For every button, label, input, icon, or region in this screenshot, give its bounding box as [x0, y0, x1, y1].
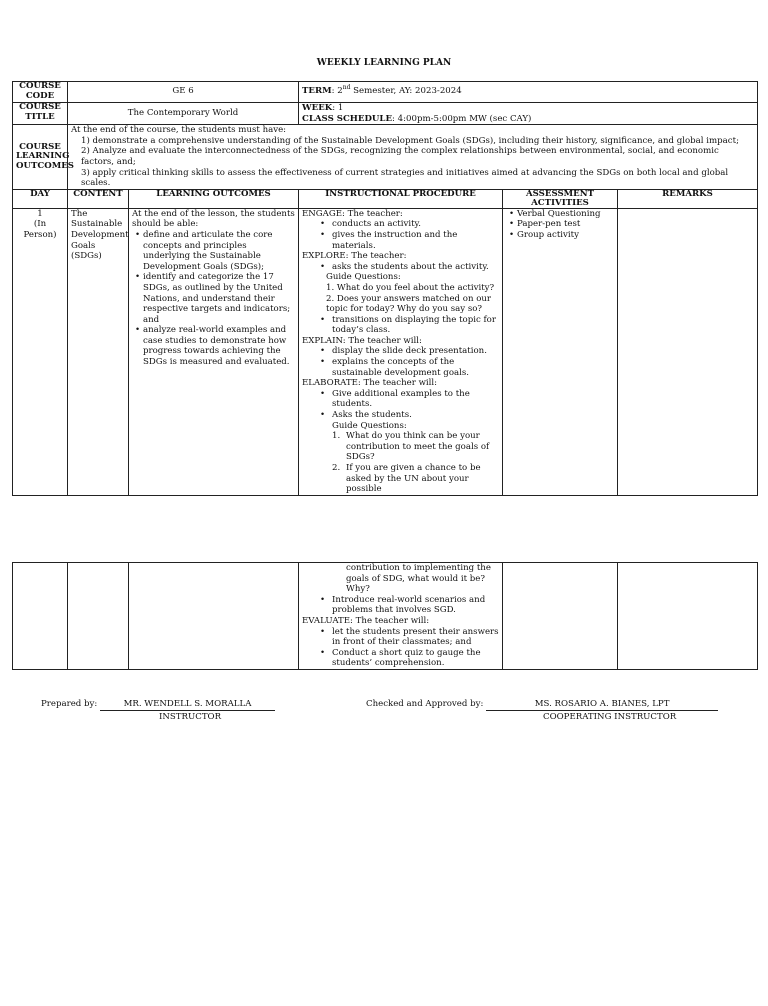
evaluate-item: • let the students present their answers in front of their classmates; and — [332, 627, 499, 648]
procedure-cell-cont — [299, 563, 503, 670]
learning-outcomes-cell — [129, 208, 299, 495]
page-title: WEEKLY LEARNING PLAN — [316, 58, 452, 68]
col-header-content: CONTENT — [68, 189, 129, 208]
term-label: TERM — [302, 86, 332, 96]
elaborate-item: • Give additional examples to the students. — [332, 389, 499, 410]
day-number: 1 — [37, 208, 43, 219]
explain-item: • display the slide deck presentation. — [332, 346, 499, 357]
col-header-instructional-procedure: INSTRUCTIONAL PROCEDURE — [299, 189, 503, 208]
prepared-by-label: Prepared by: — [41, 699, 98, 709]
elaborate-guide-questions: Guide Questions: — [332, 420, 407, 431]
assessment-item: • Paper-pen test — [517, 219, 614, 230]
explore-item: • transitions on displaying the topic for today’s class. — [332, 315, 499, 336]
prepared-by-name: MR. WENDELL S. MORALLA — [100, 699, 275, 711]
course-title-value: The Contemporary World — [68, 103, 299, 125]
assessment-item: • Group activity — [517, 230, 614, 241]
plan-table-page1 — [12, 81, 758, 496]
clo-label: COURSE LEARNING OUTCOMES — [13, 125, 68, 190]
week-value: : 1 — [332, 103, 344, 113]
schedule-value: : 4:00pm-5:00pm MW (sec CAY) — [392, 113, 532, 124]
learning-outcomes-cell-cont — [129, 563, 299, 670]
course-code-row — [13, 82, 758, 103]
procedure-cell — [299, 208, 503, 495]
schedule-label: CLASS SCHEDULE — [302, 113, 393, 124]
assessment-cell-cont — [503, 563, 618, 670]
explain-heading: EXPLAIN: The teacher will: — [302, 335, 422, 346]
course-title-row — [13, 103, 758, 125]
engage-item: • gives the instruction and the materials. — [332, 230, 499, 251]
elaborate-question-continued: contribution to implementing the goals of SDG, what would it be? Why? — [346, 563, 491, 595]
engage-heading: ENGAGE: The teacher: — [302, 208, 403, 219]
lo-item: • analyze real-world examples and case studies to demonstrate how progress towards achieving the SDGs is measured and evaluated. — [143, 325, 295, 367]
day-row — [13, 208, 758, 495]
continuation-row — [13, 563, 758, 670]
clo-item: 2) Analyze and evaluate the interconnectedness of the SDGs, recognizing the complex relationships between environmental, social, and economic factors, and; — [81, 146, 719, 167]
clo-intro: At the end of the course, the students must have: — [71, 125, 287, 136]
lo-intro: At the end of the lesson, the students should be able: — [132, 208, 295, 230]
col-header-assessment: ASSESSMENT ACTIVITIES — [503, 189, 618, 208]
remarks-cell — [618, 208, 758, 495]
column-header-row — [13, 189, 758, 208]
explore-question: 1. What do you feel about the activity? — [326, 282, 495, 293]
lo-item: • define and articulate the core concepts and principles underlying the Sustainable Development Goals (SDGs); — [143, 230, 295, 272]
elaborate-heading: ELABORATE: The teacher will: — [302, 378, 438, 389]
engage-item: • conducts an activity. — [332, 219, 499, 230]
clo-item: 3) apply critical thinking skills to assess the effectiveness of current strategies and initiatives aimed at advancing the SDGs on both local and global scales. — [81, 167, 729, 189]
explore-heading: EXPLORE: The teacher: — [302, 251, 407, 262]
term-sup: nd — [342, 84, 351, 92]
assessment-item: • Verbal Questioning — [517, 209, 614, 220]
col-header-remarks: REMARKS — [618, 189, 758, 208]
course-title-label: COURSE TITLE — [13, 103, 68, 125]
checked-by-name: MS. ROSARIO A. BIANES, LPT — [486, 699, 718, 711]
day-cell-cont — [13, 563, 68, 670]
day-mode: (In Person) — [23, 219, 57, 240]
term-value-post: Semester, AY: 2023-2024 — [350, 86, 462, 96]
prepared-by-role: INSTRUCTOR — [159, 712, 222, 722]
elaborate-question: 2. If you are given a chance to be asked by the UN about your possible — [332, 463, 481, 495]
col-header-learning-outcomes: LEARNING OUTCOMES — [129, 189, 299, 208]
lo-item: • identify and categorize the 17 SDGs, as outlined by the United Nations, and understand their respective targets and indicators; and — [143, 272, 295, 325]
plan-table-page2 — [12, 562, 758, 670]
checked-by-role: COOPERATING INSTRUCTOR — [543, 712, 677, 722]
evaluate-heading: EVALUATE: The teacher will: — [302, 615, 430, 626]
course-code-label: COURSE CODE — [13, 82, 68, 103]
clo-row — [13, 125, 758, 190]
course-code-value: GE 6 — [68, 82, 299, 103]
elaborate-item: • Introduce real-world scenarios and problems that involves SGD. — [332, 595, 499, 616]
week-label: WEEK — [302, 103, 333, 113]
clo-item: 1) demonstrate a comprehensive understanding of the Sustainable Development Goals (SDGs), including their history, significance, and global impact; — [81, 135, 739, 146]
explore-guide-questions: Guide Questions: — [326, 272, 401, 283]
explore-item: • asks the students about the activity. — [332, 262, 499, 273]
elaborate-question: 1. What do you think can be your contribution to meet the goals of SDGs? — [332, 431, 490, 463]
content-cell: The Sustainable Development Goals (SDGs) — [68, 208, 129, 495]
assessment-cell — [503, 208, 618, 495]
term-cell — [299, 82, 758, 103]
explore-question: 2. Does your answers matched on our topic for today? Why do you say so? — [326, 293, 492, 315]
checked-by-label: Checked and Approved by: — [366, 699, 484, 709]
evaluate-item: • Conduct a short quiz to gauge the students’ comprehension. — [332, 648, 499, 669]
checked-by-block — [366, 699, 718, 711]
content-cell-cont — [68, 563, 129, 670]
term-value-pre: : 2 — [331, 86, 343, 96]
explain-item: • explains the concepts of the sustainable development goals. — [332, 357, 499, 378]
day-cell — [13, 208, 68, 495]
clo-cell — [68, 125, 758, 190]
prepared-by-block — [41, 699, 275, 711]
elaborate-item: • Asks the students. — [332, 410, 499, 421]
week-schedule-cell — [299, 103, 758, 125]
col-header-day: DAY — [13, 189, 68, 208]
remarks-cell-cont — [618, 563, 758, 670]
